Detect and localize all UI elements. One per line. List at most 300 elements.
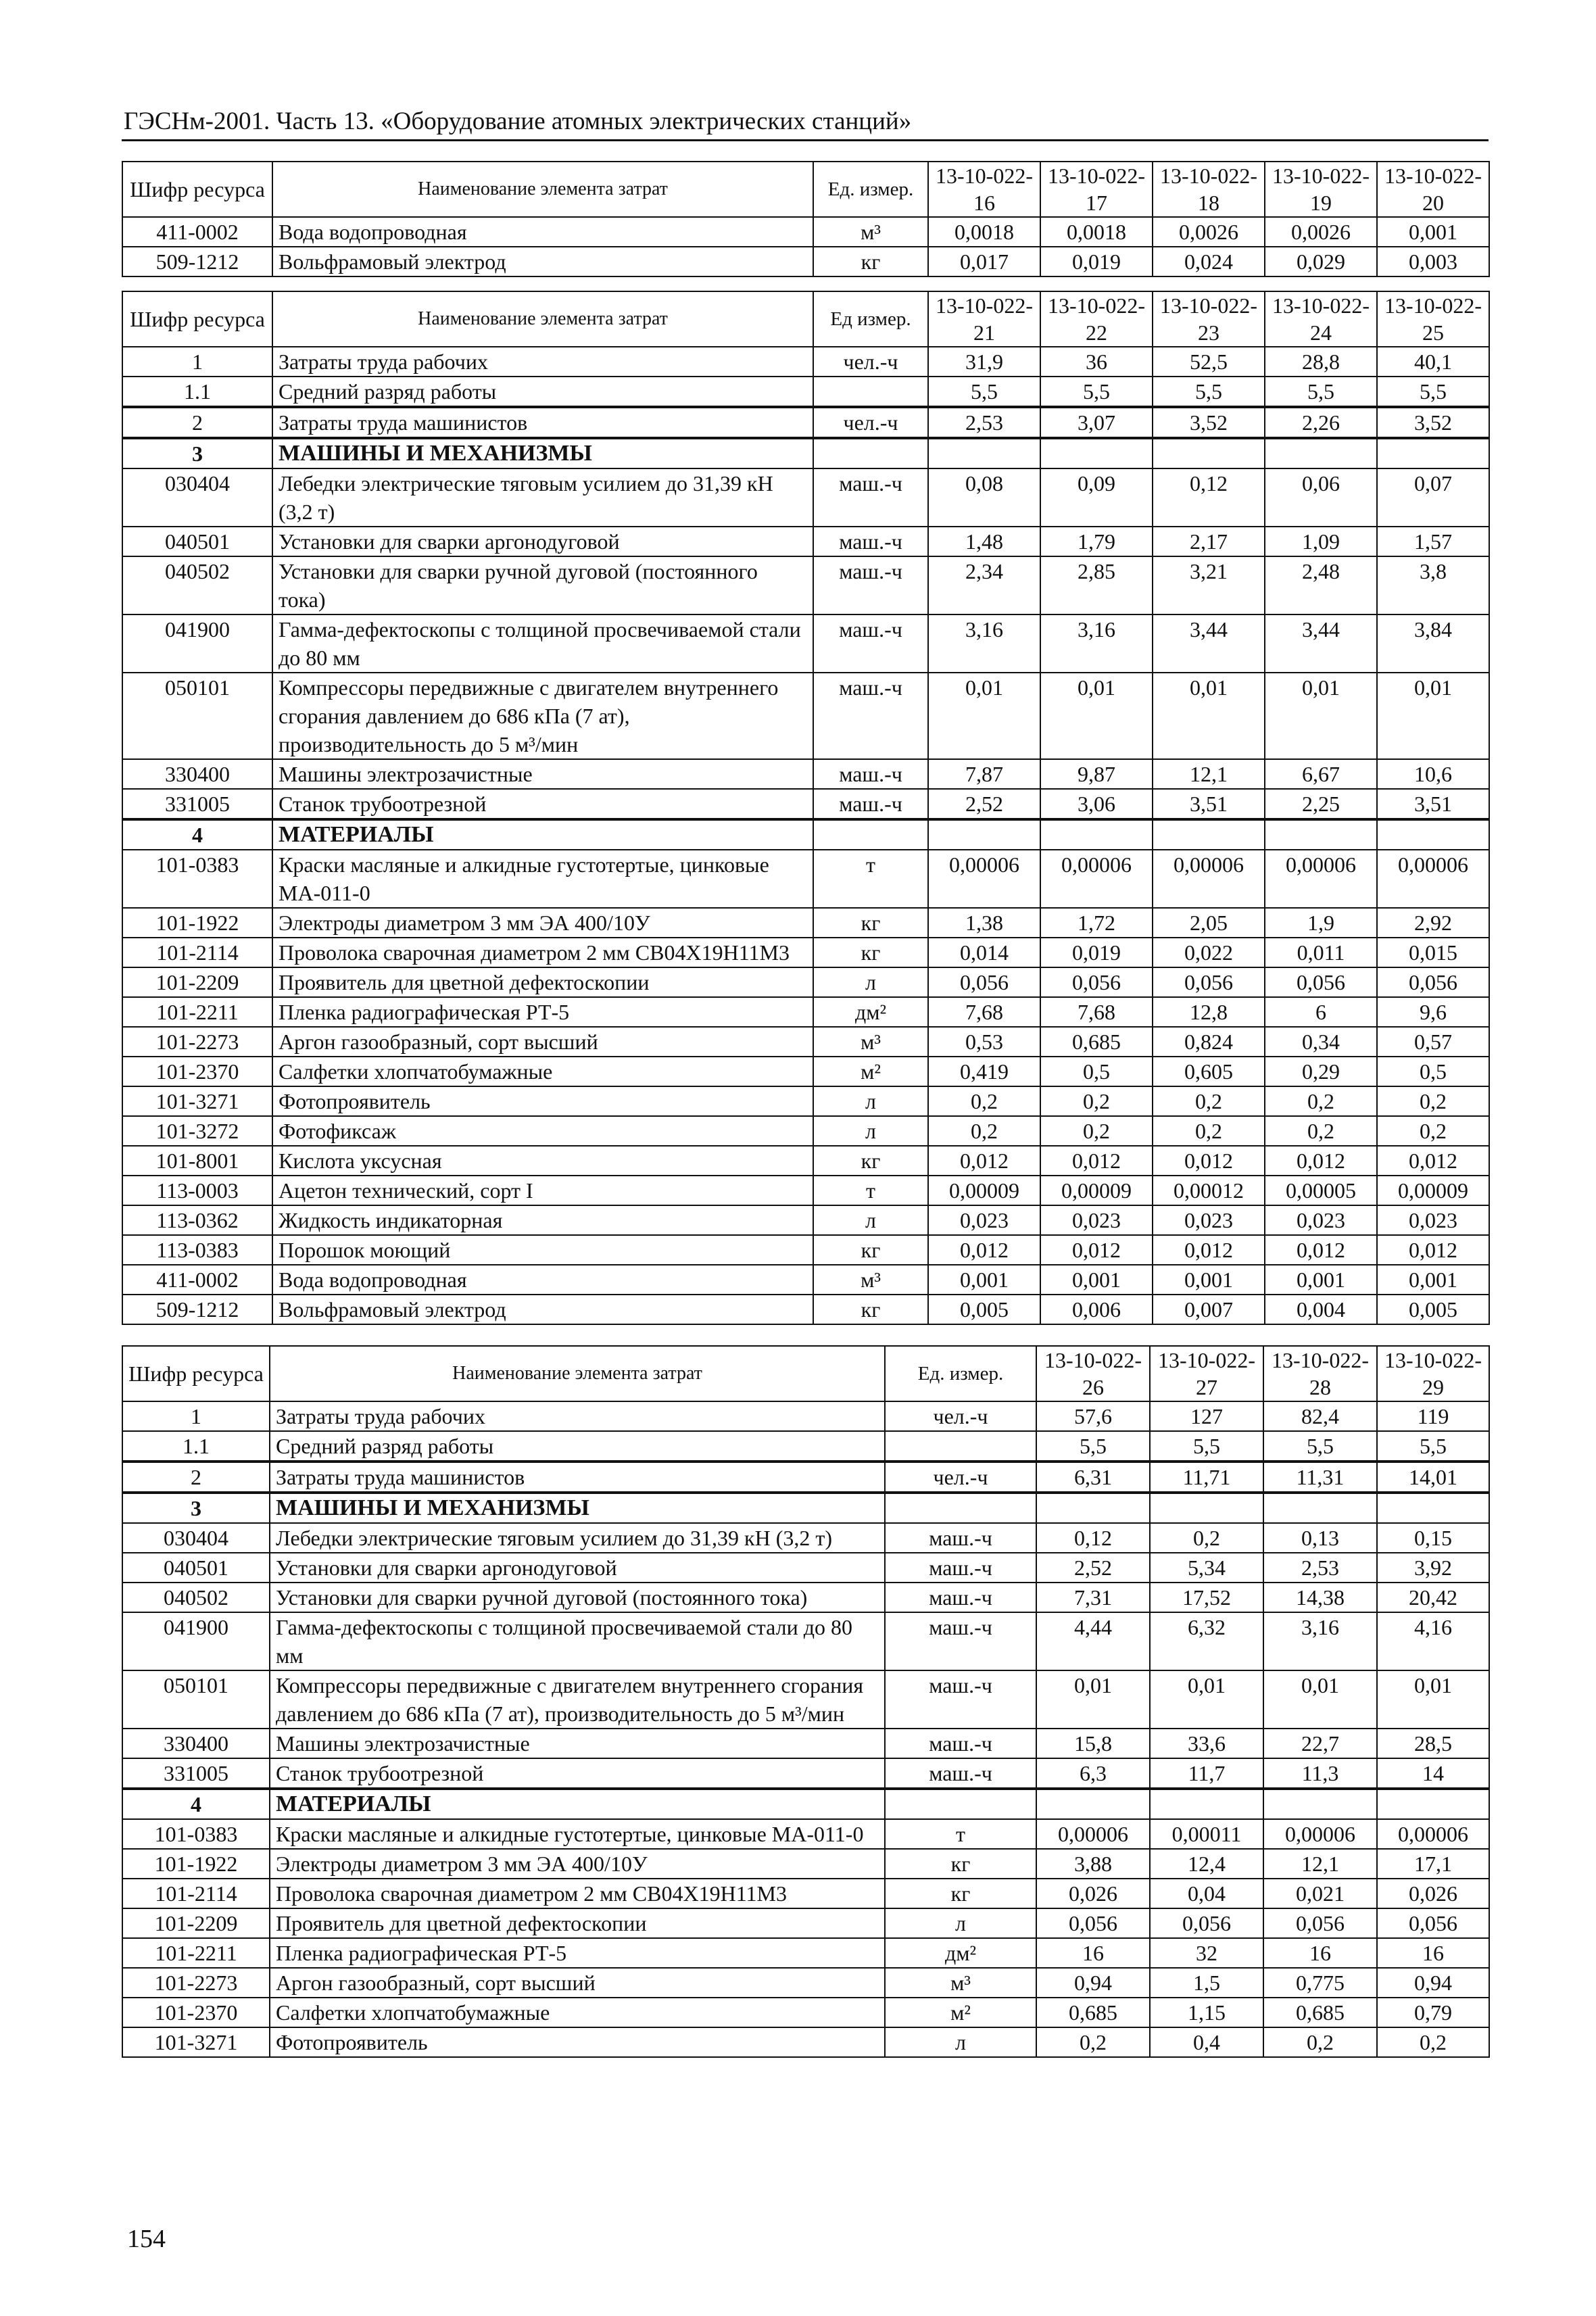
unit-of-measure: маш.-ч	[885, 1758, 1036, 1789]
unit-of-measure	[885, 1493, 1036, 1523]
norm-value: 9,6	[1377, 997, 1489, 1027]
norm-value: 0,605	[1153, 1057, 1265, 1086]
norm-value: 3,44	[1153, 614, 1265, 673]
norm-value: 3,8	[1377, 556, 1489, 614]
resource-row	[122, 1879, 1489, 1908]
norm-value: 0,00006	[1040, 850, 1153, 908]
norm-value: 0,001	[1153, 1265, 1265, 1295]
unit-of-measure: маш.-ч	[813, 614, 928, 673]
section-header-row	[122, 438, 1489, 468]
norm-value: 12,4	[1150, 1849, 1263, 1879]
resource-name: Вольфрамовый электрод	[272, 1295, 813, 1324]
norm-value: 0,011	[1265, 938, 1377, 967]
norm-value: 0,01	[1377, 1670, 1489, 1729]
resource-row	[122, 556, 1489, 614]
norm-value: 2,48	[1265, 556, 1377, 614]
resource-row	[122, 1086, 1489, 1116]
norm-value: 0,001	[1265, 1265, 1377, 1295]
resource-code: 101-2370	[122, 1998, 270, 2027]
unit-of-measure	[813, 438, 928, 468]
norm-value: 31,9	[928, 347, 1040, 377]
resource-code: 040501	[122, 1553, 270, 1583]
norm-value: 17,52	[1150, 1583, 1263, 1612]
resource-code: 330400	[122, 759, 272, 789]
norm-value: 0,685	[1263, 1998, 1377, 2027]
norm-value: 3,92	[1377, 1553, 1489, 1583]
norm-value	[1377, 1789, 1489, 1819]
norm-column-header: 13-10-022-29	[1377, 1346, 1489, 1401]
norm-value: 82,4	[1263, 1401, 1377, 1431]
norm-column-header: 13-10-022-28	[1263, 1346, 1377, 1401]
unit-of-measure: маш.-ч	[885, 1670, 1036, 1729]
norm-value: 0,00006	[1153, 850, 1265, 908]
norm-value: 0,94	[1036, 1968, 1150, 1998]
norm-value: 0,01	[928, 673, 1040, 759]
resource-name: Лебедки электрические тяговым усилием до 31,39 кН (3,2 т)	[272, 468, 813, 527]
norm-value	[1265, 438, 1377, 468]
unit-of-measure: маш.-ч	[885, 1612, 1036, 1670]
unit-of-measure: маш.-ч	[813, 556, 928, 614]
resource-code: 509-1212	[122, 247, 272, 276]
resource-name: Затраты труда машинистов	[272, 407, 813, 438]
norm-value	[1377, 1493, 1489, 1523]
unit-of-measure: кг	[813, 1146, 928, 1176]
norm-column-header: 13-10-022-22	[1040, 291, 1153, 347]
norm-value: 0,2	[1377, 1116, 1489, 1146]
resource-code: 1.1	[122, 377, 272, 407]
norm-value: 11,71	[1150, 1462, 1263, 1493]
norm-value: 0,056	[928, 967, 1040, 997]
resource-name: Компрессоры передвижные с двигателем внутреннего сгорания давлением до 686 кПа (7 ат), производительность до 5 м³/мин	[270, 1670, 885, 1729]
norm-value: 0,056	[1153, 967, 1265, 997]
resource-row	[122, 1116, 1489, 1146]
resource-row	[122, 967, 1489, 997]
resource-code: 050101	[122, 673, 272, 759]
unit-of-measure: л	[813, 1116, 928, 1146]
norm-value: 10,6	[1377, 759, 1489, 789]
resource-code: 411-0002	[122, 1265, 272, 1295]
resource-name: Вольфрамовый электрод	[272, 247, 813, 276]
norms-table-022-21-25	[122, 291, 1490, 1325]
resource-row	[122, 527, 1489, 556]
norm-value: 0,001	[1377, 217, 1489, 247]
resource-code: 1	[122, 1401, 270, 1431]
norm-value: 5,5	[1265, 377, 1377, 407]
resource-row	[122, 1968, 1489, 1998]
resource-code: 4	[122, 1789, 270, 1819]
norm-value: 0,0018	[928, 217, 1040, 247]
unit-of-measure: маш.-ч	[813, 789, 928, 819]
norm-value: 22,7	[1263, 1729, 1377, 1758]
norm-value: 0,09	[1040, 468, 1153, 527]
norm-value: 0,023	[1153, 1205, 1265, 1235]
resource-name: Аргон газообразный, сорт высший	[270, 1968, 885, 1998]
resource-code: 113-0362	[122, 1205, 272, 1235]
norm-value: 0,005	[928, 1295, 1040, 1324]
norm-value: 28,5	[1377, 1729, 1489, 1758]
norm-value: 0,056	[1263, 1908, 1377, 1938]
norm-value: 1,15	[1150, 1998, 1263, 2027]
norm-value: 0,2	[1377, 2027, 1489, 2057]
norm-value: 0,08	[928, 468, 1040, 527]
norm-value: 2,92	[1377, 908, 1489, 938]
norms-table-022-26-29	[122, 1345, 1490, 2058]
norm-value: 0,012	[1040, 1146, 1153, 1176]
unit-of-measure: кг	[813, 938, 928, 967]
norm-value: 0,001	[928, 1265, 1040, 1295]
norm-value: 0,2	[1153, 1086, 1265, 1116]
norm-value: 3,06	[1040, 789, 1153, 819]
norm-column-header: 13-10-022-20	[1377, 162, 1489, 217]
norm-value: 14,38	[1263, 1583, 1377, 1612]
norm-value: 0,012	[1040, 1235, 1153, 1265]
norm-value: 0,685	[1036, 1998, 1150, 2027]
norm-value: 0,2	[1265, 1086, 1377, 1116]
norm-value: 7,31	[1036, 1583, 1150, 1612]
norm-value	[928, 438, 1040, 468]
norm-value: 0,026	[1036, 1879, 1150, 1908]
norm-value: 0,4	[1150, 2027, 1263, 2057]
resource-row	[122, 850, 1489, 908]
unit-of-measure	[885, 1789, 1036, 1819]
norm-value: 0,2	[1040, 1116, 1153, 1146]
norm-value: 0,056	[1265, 967, 1377, 997]
resource-row	[122, 407, 1489, 438]
code-column-header: Шифр ресурса	[122, 162, 272, 217]
resource-name: Аргон газообразный, сорт высший	[272, 1027, 813, 1057]
norm-value: 36	[1040, 347, 1153, 377]
norm-value: 5,5	[1150, 1431, 1263, 1462]
resource-name: Установки для сварки аргонодуговой	[270, 1553, 885, 1583]
norm-value: 0,001	[1040, 1265, 1153, 1295]
norm-value: 0,012	[1377, 1235, 1489, 1265]
norm-value: 33,6	[1150, 1729, 1263, 1758]
resource-row	[122, 1670, 1489, 1729]
norm-value: 5,5	[1036, 1431, 1150, 1462]
resource-name: Салфетки хлопчатобумажные	[272, 1057, 813, 1086]
norm-value: 3,44	[1265, 614, 1377, 673]
unit-of-measure: м²	[885, 1998, 1036, 2027]
norm-value: 2,26	[1265, 407, 1377, 438]
unit-of-measure: т	[885, 1819, 1036, 1849]
norm-value: 5,5	[1377, 1431, 1489, 1462]
norm-value: 2,34	[928, 556, 1040, 614]
norm-value: 0,004	[1265, 1295, 1377, 1324]
norm-value: 0,2	[1263, 2027, 1377, 2057]
norm-value: 0,29	[1265, 1057, 1377, 1086]
name-column-header: Наименование элемента затрат	[272, 162, 813, 217]
norm-value: 0,2	[1153, 1116, 1265, 1146]
resource-row	[122, 347, 1489, 377]
norm-column-header: 13-10-022-21	[928, 291, 1040, 347]
norm-value: 3,07	[1040, 407, 1153, 438]
norm-value: 2,17	[1153, 527, 1265, 556]
resource-row	[122, 789, 1489, 819]
norm-value: 0,00006	[928, 850, 1040, 908]
norm-value: 0,006	[1040, 1295, 1153, 1324]
norm-value: 0,2	[1377, 1086, 1489, 1116]
section-title: МАТЕРИАЛЫ	[270, 1789, 885, 1819]
resource-code: 113-0383	[122, 1235, 272, 1265]
norm-value: 0,5	[1377, 1057, 1489, 1086]
norm-value: 0,13	[1263, 1523, 1377, 1553]
resource-row	[122, 1612, 1489, 1670]
norm-value	[1263, 1789, 1377, 1819]
resource-row	[122, 1908, 1489, 1938]
unit-of-measure: кг	[885, 1879, 1036, 1908]
unit-of-measure: т	[813, 1176, 928, 1205]
norm-value: 0,01	[1150, 1670, 1263, 1729]
section-header-row	[122, 819, 1489, 850]
resource-row	[122, 1235, 1489, 1265]
norm-value: 0,2	[1040, 1086, 1153, 1116]
norm-value: 0,021	[1263, 1879, 1377, 1908]
norm-value: 0,04	[1150, 1879, 1263, 1908]
norm-value: 52,5	[1153, 347, 1265, 377]
unit-of-measure	[813, 819, 928, 850]
resource-name: Гамма-дефектоскопы с толщиной просвечиваемой стали до 80 мм	[270, 1612, 885, 1670]
norm-value: 1,5	[1150, 1968, 1263, 1998]
norm-value: 17,1	[1377, 1849, 1489, 1879]
norm-value: 0,015	[1377, 938, 1489, 967]
norm-value: 0,53	[928, 1027, 1040, 1057]
resource-row	[122, 759, 1489, 789]
norm-value: 9,87	[1040, 759, 1153, 789]
norm-value: 0,023	[1265, 1205, 1377, 1235]
resource-code: 101-2273	[122, 1968, 270, 1998]
norm-value: 40,1	[1377, 347, 1489, 377]
norm-value: 57,6	[1036, 1401, 1150, 1431]
resource-code: 101-2114	[122, 938, 272, 967]
unit-of-measure: кг	[813, 1235, 928, 1265]
resource-code: 3	[122, 438, 272, 468]
unit-of-measure: м³	[813, 217, 928, 247]
page-number: 154	[127, 2225, 166, 2253]
norm-value: 0,01	[1377, 673, 1489, 759]
resource-code: 101-2114	[122, 1879, 270, 1908]
unit-of-measure: м³	[813, 1265, 928, 1295]
norm-column-header: 13-10-022-24	[1265, 291, 1377, 347]
norm-value: 6,31	[1036, 1462, 1150, 1493]
page-header-title: ГЭСНм-2001. Часть 13. «Оборудование атомных электрических станций»	[124, 107, 912, 135]
norm-value: 0,012	[1377, 1146, 1489, 1176]
norm-value: 2,25	[1265, 789, 1377, 819]
resource-code: 2	[122, 407, 272, 438]
norm-value: 1,38	[928, 908, 1040, 938]
unit-of-measure: л	[813, 967, 928, 997]
norm-value: 7,68	[1040, 997, 1153, 1027]
resource-code: 041900	[122, 614, 272, 673]
resource-row	[122, 247, 1489, 276]
code-column-header: Шифр ресурса	[122, 291, 272, 347]
resource-row	[122, 377, 1489, 407]
norm-value: 5,5	[1377, 377, 1489, 407]
norm-value	[1153, 438, 1265, 468]
norm-value: 0,06	[1265, 468, 1377, 527]
norm-value: 2,85	[1040, 556, 1153, 614]
norm-value	[1377, 819, 1489, 850]
norm-value: 3,16	[1040, 614, 1153, 673]
unit-of-measure: маш.-ч	[813, 673, 928, 759]
resource-code: 101-3272	[122, 1116, 272, 1146]
norm-value	[1265, 819, 1377, 850]
resource-name: Пленка радиографическая РТ-5	[272, 997, 813, 1027]
unit-of-measure: л	[885, 2027, 1036, 2057]
norm-value: 14	[1377, 1758, 1489, 1789]
norm-value: 0,0026	[1265, 217, 1377, 247]
norm-value: 0,01	[1040, 673, 1153, 759]
norm-value: 1,09	[1265, 527, 1377, 556]
resource-row	[122, 1265, 1489, 1295]
resource-row	[122, 1401, 1489, 1431]
section-header-row	[122, 1493, 1489, 1523]
resource-code: 101-2209	[122, 967, 272, 997]
unit-of-measure: кг	[813, 1295, 928, 1324]
norm-value: 0,00009	[928, 1176, 1040, 1205]
unit-of-measure: чел.-ч	[885, 1462, 1036, 1493]
norm-column-header: 13-10-022-25	[1377, 291, 1489, 347]
resource-name: Салфетки хлопчатобумажные	[270, 1998, 885, 2027]
norm-value: 0,12	[1036, 1523, 1150, 1553]
norm-value	[1153, 819, 1265, 850]
resource-name: Фотопроявитель	[270, 2027, 885, 2057]
norm-value: 5,5	[1263, 1431, 1377, 1462]
norm-value: 3,21	[1153, 556, 1265, 614]
norm-value: 5,5	[1040, 377, 1153, 407]
resource-row	[122, 1583, 1489, 1612]
unit-of-measure: дм²	[813, 997, 928, 1027]
norm-value: 0,019	[1040, 938, 1153, 967]
norm-value: 6	[1265, 997, 1377, 1027]
name-column-header: Наименование элемента затрат	[272, 291, 813, 347]
norm-value: 2,52	[1036, 1553, 1150, 1583]
norm-column-header: 13-10-022-23	[1153, 291, 1265, 347]
norm-value: 0,0026	[1153, 217, 1265, 247]
unit-of-measure: маш.-ч	[813, 468, 928, 527]
norm-value: 0,57	[1377, 1027, 1489, 1057]
resource-row	[122, 2027, 1489, 2057]
norm-value	[1263, 1493, 1377, 1523]
unit-of-measure: маш.-ч	[813, 759, 928, 789]
resource-code: 040502	[122, 556, 272, 614]
norm-value: 0,00009	[1040, 1176, 1153, 1205]
header-rule	[122, 139, 1489, 141]
resource-code: 101-2273	[122, 1027, 272, 1057]
resource-name: Лебедки электрические тяговым усилием до 31,39 кН (3,2 т)	[270, 1523, 885, 1553]
resource-row	[122, 1938, 1489, 1968]
resource-code: 101-0383	[122, 850, 272, 908]
resource-code: 101-0383	[122, 1819, 270, 1849]
resource-code: 101-8001	[122, 1146, 272, 1176]
norm-value: 0,01	[1265, 673, 1377, 759]
resource-code: 331005	[122, 1758, 270, 1789]
resource-name: Средний разряд работы	[270, 1431, 885, 1462]
resource-row	[122, 1462, 1489, 1493]
unit-of-measure: маш.-ч	[885, 1553, 1036, 1583]
norm-value	[1040, 819, 1153, 850]
norm-column-header: 13-10-022-19	[1265, 162, 1377, 217]
resource-code: 113-0003	[122, 1176, 272, 1205]
resource-row	[122, 1146, 1489, 1176]
resource-row	[122, 997, 1489, 1027]
unit-of-measure: маш.-ч	[885, 1729, 1036, 1758]
resource-row	[122, 1998, 1489, 2027]
norm-value: 0,775	[1263, 1968, 1377, 1998]
norm-value: 0,012	[928, 1146, 1040, 1176]
resource-name: Машины электрозачистные	[272, 759, 813, 789]
resource-code: 101-2209	[122, 1908, 270, 1938]
norm-value: 0,00006	[1265, 850, 1377, 908]
unit-of-measure	[813, 377, 928, 407]
norm-value: 0,012	[1265, 1146, 1377, 1176]
resource-row	[122, 673, 1489, 759]
norm-value: 1,57	[1377, 527, 1489, 556]
unit-of-measure: л	[885, 1908, 1036, 1938]
resource-name: Проявитель для цветной дефектоскопии	[270, 1908, 885, 1938]
norm-value: 5,34	[1150, 1553, 1263, 1583]
resource-name: Средний разряд работы	[272, 377, 813, 407]
resource-name: Ацетон технический, сорт I	[272, 1176, 813, 1205]
resource-name: Проявитель для цветной дефектоскопии	[272, 967, 813, 997]
norm-value: 15,8	[1036, 1729, 1150, 1758]
name-column-header: Наименование элемента затрат	[270, 1346, 885, 1401]
norm-value: 6,67	[1265, 759, 1377, 789]
norm-value: 0,007	[1153, 1295, 1265, 1324]
resource-name: Затраты труда рабочих	[270, 1401, 885, 1431]
norm-value: 0,001	[1377, 1265, 1489, 1295]
resource-code: 101-1922	[122, 908, 272, 938]
norm-value: 0,012	[1265, 1235, 1377, 1265]
resource-name: Пленка радиографическая РТ-5	[270, 1938, 885, 1968]
resource-code: 1	[122, 347, 272, 377]
resource-code: 101-2211	[122, 1938, 270, 1968]
unit-of-measure: м³	[813, 1027, 928, 1057]
norm-value: 0,12	[1153, 468, 1265, 527]
resource-code: 101-3271	[122, 1086, 272, 1116]
section-title: МАШИНЫ И МЕХАНИЗМЫ	[270, 1493, 885, 1523]
norm-value: 3,51	[1377, 789, 1489, 819]
norm-value: 0,017	[928, 247, 1040, 276]
resource-name: Установки для сварки ручной дуговой (постоянного тока)	[272, 556, 813, 614]
resource-row	[122, 1729, 1489, 1758]
unit-of-measure: м³	[885, 1968, 1036, 1998]
resource-code: 509-1212	[122, 1295, 272, 1324]
resource-code: 030404	[122, 468, 272, 527]
norm-value	[1150, 1493, 1263, 1523]
norm-value: 0,79	[1377, 1998, 1489, 2027]
resource-row	[122, 217, 1489, 247]
norm-value: 3,88	[1036, 1849, 1150, 1879]
resource-name: Фотофиксаж	[272, 1116, 813, 1146]
norm-value: 0,012	[928, 1235, 1040, 1265]
norm-value: 16	[1036, 1938, 1150, 1968]
resource-name: Вода водопроводная	[272, 1265, 813, 1295]
norm-value: 14,01	[1377, 1462, 1489, 1493]
norm-value: 0,00006	[1377, 1819, 1489, 1849]
norm-column-header: 13-10-022-17	[1040, 162, 1153, 217]
resource-name: Затраты труда машинистов	[270, 1462, 885, 1493]
norm-value: 0,419	[928, 1057, 1040, 1086]
unit-of-measure: кг	[885, 1849, 1036, 1879]
norm-value: 0,2	[928, 1086, 1040, 1116]
resource-row	[122, 614, 1489, 673]
norm-value: 2,53	[1263, 1553, 1377, 1583]
norm-value: 0,023	[1377, 1205, 1489, 1235]
unit-of-measure: чел.-ч	[885, 1401, 1036, 1431]
norm-value	[1040, 438, 1153, 468]
norm-value: 0,012	[1153, 1235, 1265, 1265]
norm-value: 0,029	[1265, 247, 1377, 276]
